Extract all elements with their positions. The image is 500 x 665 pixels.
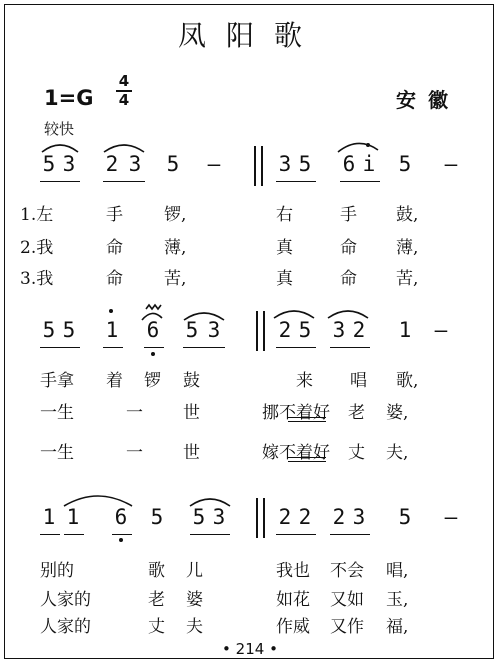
note: 2 xyxy=(105,152,119,176)
note: 1 xyxy=(42,505,56,529)
underline xyxy=(276,181,316,182)
lyric: 命 xyxy=(340,238,357,258)
underline xyxy=(330,534,370,535)
underline xyxy=(330,347,370,348)
note: 5 xyxy=(298,152,312,176)
meter-bottom: 4 xyxy=(118,91,130,109)
note: 2 xyxy=(278,318,292,342)
octave-dot-low xyxy=(151,352,155,356)
page-number: • 214 • xyxy=(222,640,278,658)
page-number-value: 214 xyxy=(235,640,265,658)
note: 6 xyxy=(342,152,356,176)
underline xyxy=(103,347,123,348)
lyric: 命 xyxy=(106,238,123,258)
note: i xyxy=(362,152,376,176)
note: 5 xyxy=(398,152,412,176)
note: 3 xyxy=(128,152,142,176)
underline xyxy=(144,347,164,348)
lyric: 一生 xyxy=(40,443,74,463)
lyric: 1.左 xyxy=(20,205,54,225)
time-signature xyxy=(116,74,132,108)
lyric: 福, xyxy=(386,617,409,637)
note: 5 xyxy=(298,318,312,342)
underline xyxy=(40,181,80,182)
barline xyxy=(261,146,263,186)
lyric: 夫 xyxy=(186,617,203,637)
lyric: 玉, xyxy=(386,590,409,610)
lyric: 丈 xyxy=(348,443,365,463)
note: 5 xyxy=(42,152,56,176)
underline xyxy=(103,181,145,182)
note: 3 xyxy=(352,505,366,529)
emphasis-underline xyxy=(288,461,326,462)
lyric: 鼓, xyxy=(396,205,419,225)
lyric: 我也 xyxy=(276,561,310,581)
lyric: 唱, xyxy=(386,561,409,581)
note: 3 xyxy=(332,318,346,342)
note: 1 xyxy=(105,318,119,342)
note: 5 xyxy=(166,152,180,176)
lyric: 世 xyxy=(183,403,200,423)
meter-top: 4 xyxy=(118,72,130,90)
lyric: 一生 xyxy=(40,403,74,423)
lyric: 又如 xyxy=(330,590,364,610)
underline xyxy=(40,534,60,535)
lyric: 苦, xyxy=(164,269,187,289)
lyric: 2.我 xyxy=(20,238,54,258)
note: 6 xyxy=(114,505,128,529)
note: 5 xyxy=(150,505,164,529)
lyric: 来 xyxy=(296,371,313,391)
lyric: 锣, xyxy=(164,205,187,225)
underline xyxy=(190,534,230,535)
barline xyxy=(263,498,265,538)
note: 3 xyxy=(278,152,292,176)
note: 3 xyxy=(62,152,76,176)
note: — xyxy=(444,152,458,176)
note: 5 xyxy=(192,505,206,529)
lyric: 老 xyxy=(148,590,165,610)
lyric: 右 xyxy=(276,205,293,225)
octave-dot-high xyxy=(366,143,370,147)
lyric: 薄, xyxy=(164,238,187,258)
lyric: 世 xyxy=(183,443,200,463)
lyric: 作威 xyxy=(276,617,310,637)
lyric: 苦, xyxy=(396,269,419,289)
note: — xyxy=(207,152,221,176)
note: 5 xyxy=(398,505,412,529)
lyric: 鼓 xyxy=(183,371,200,391)
note: 5 xyxy=(62,318,76,342)
lyric: 儿 xyxy=(186,561,203,581)
note: 2 xyxy=(278,505,292,529)
lyric: 老 xyxy=(348,403,365,423)
octave-dot-high xyxy=(109,309,113,313)
underline xyxy=(64,534,84,535)
barline xyxy=(256,498,258,538)
lyric: 不会 xyxy=(330,561,364,581)
song-title: 凤阳歌 xyxy=(177,19,322,52)
note: 1 xyxy=(66,505,80,529)
note: 3 xyxy=(212,505,226,529)
lyric: 丈 xyxy=(148,617,165,637)
note: 2 xyxy=(332,505,346,529)
note: 3 xyxy=(207,318,221,342)
note: 5 xyxy=(42,318,56,342)
lyric: 嫁不着好 xyxy=(262,443,330,463)
lyric: 又作 xyxy=(330,617,364,637)
lyric: 一 xyxy=(126,403,143,423)
underline xyxy=(183,347,225,348)
lyric: 真 xyxy=(276,238,293,258)
lyric: 挪不着好 xyxy=(262,403,330,423)
note: — xyxy=(434,318,448,342)
emphasis-underline xyxy=(288,421,326,422)
note: 2 xyxy=(352,318,366,342)
lyric: 歌, xyxy=(396,371,419,391)
lyric: 婆 xyxy=(186,590,203,610)
lyric: 唱 xyxy=(350,371,367,391)
octave-dot-low xyxy=(119,538,123,542)
lyric: 手拿 xyxy=(40,371,74,391)
barline xyxy=(263,311,265,351)
note: 6 xyxy=(146,318,160,342)
emphasis-underline xyxy=(288,457,326,458)
lyric: 如花 xyxy=(276,590,310,610)
lyric: 真 xyxy=(276,269,293,289)
underline xyxy=(112,534,132,535)
lyric: 薄, xyxy=(396,238,419,258)
region-label: 安徽 xyxy=(396,88,460,112)
underline xyxy=(276,347,316,348)
underline xyxy=(340,181,380,182)
lyric: 婆, xyxy=(386,403,409,423)
barline xyxy=(256,311,258,351)
lyric: 锣 xyxy=(144,371,161,391)
lyric: 命 xyxy=(106,269,123,289)
lyric: 命 xyxy=(340,269,357,289)
lyric: 人家的 xyxy=(40,590,91,610)
note: 2 xyxy=(298,505,312,529)
lyric: 着 xyxy=(106,371,123,391)
lyric: 3.我 xyxy=(20,269,54,289)
lyric: 别的 xyxy=(40,561,74,581)
lyric: 夫, xyxy=(386,443,409,463)
lyric: 手 xyxy=(106,205,123,225)
lyric: 一 xyxy=(126,443,143,463)
lyric: 人家的 xyxy=(40,617,91,637)
key-signature: 1=G xyxy=(44,86,94,110)
emphasis-underline xyxy=(288,417,326,418)
underline xyxy=(40,347,80,348)
underline xyxy=(276,534,316,535)
note: 5 xyxy=(185,318,199,342)
lyric: 歌 xyxy=(148,561,165,581)
note: — xyxy=(444,505,458,529)
tempo-marking: 较快 xyxy=(44,120,75,138)
lyric: 手 xyxy=(340,205,357,225)
note: 1 xyxy=(398,318,412,342)
barline xyxy=(254,146,256,186)
